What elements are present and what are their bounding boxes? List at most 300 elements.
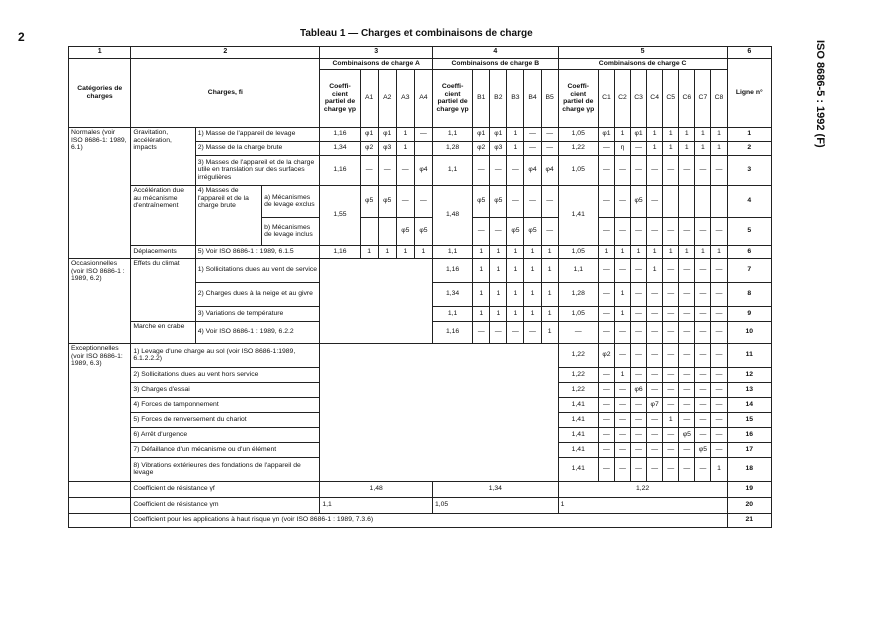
charge-description: 5) Voir ISO 8686-1 : 1989, 6.1.5 [195,245,320,258]
table-row [69,245,772,258]
cell: 1 [663,127,679,141]
cell: — [631,397,647,412]
subgroup-gravitation: Gravitation, accélération, impacts [131,127,195,185]
line-number: 20 [727,497,771,513]
cell: φ5 [695,442,711,457]
table-row [69,481,772,497]
line-number: 15 [727,412,771,427]
cell: — [614,258,630,282]
header-combination-a: Combinaisons de charge A [320,59,433,70]
cell: 1 [360,245,378,258]
cell: φ2 [473,141,490,155]
cell: — [695,321,711,343]
cell: — [663,397,679,412]
table-row [69,127,772,141]
cell: — [711,397,727,412]
cell [414,141,432,155]
cell: φ7 [647,397,663,412]
cell: 1 [614,127,630,141]
gamma-b: 1,1 [432,306,472,321]
cell [378,217,396,245]
header-c: C6 [679,69,695,127]
line-number: 11 [727,343,771,367]
cell: — [541,141,558,155]
cell: φ5 [396,217,414,245]
cell: — [695,343,711,367]
gamma-c: 1,22 [558,367,598,382]
cell: — [663,427,679,442]
standard-reference: ISO 8686-5 : 1992 (F) [814,40,826,148]
cell: — [711,306,727,321]
cell: φ1 [631,127,647,141]
cell: — [647,155,663,185]
cell: — [524,141,541,155]
cell: 1 [396,127,414,141]
cell: — [663,258,679,282]
cell: — [631,412,647,427]
cell: 1 [507,306,524,321]
cell: φ4 [541,155,558,185]
cell: — [663,382,679,397]
cell: 1 [695,245,711,258]
cell: 1 [541,282,558,306]
line-number: 7 [727,258,771,282]
header-c: C2 [614,69,630,127]
cell: 1 [524,258,541,282]
header-a: A1 [360,69,378,127]
header-b: B5 [541,69,558,127]
gamma-b: 1,16 [432,258,472,282]
header-b: B3 [507,69,524,127]
cell: — [598,306,614,321]
gamma-c: 1,05 [558,245,598,258]
cell: — [695,397,711,412]
cell: — [695,412,711,427]
cell: — [614,442,630,457]
gamma-m-b: 1,05 [432,497,558,513]
line-number: 17 [727,442,771,457]
blank-cell [69,481,131,497]
cell: 1 [396,141,414,155]
page-number: 2 [18,30,25,44]
cell: — [711,442,727,457]
cell: 1 [507,258,524,282]
cell: 1 [490,282,507,306]
cell: 1 [711,141,727,155]
cell: 1 [490,245,507,258]
subgroup-climat: Effets du climat [131,258,195,321]
header-charges: Charges, fi [131,59,320,128]
charge-description: 5) Forces de renversement du chariot [131,412,320,427]
cell: — [598,141,614,155]
cell: — [490,217,507,245]
cell: φ1 [490,127,507,141]
cell: — [598,258,614,282]
gamma-b: 1,48 [432,185,472,245]
cell: — [711,282,727,306]
cell: 1 [541,258,558,282]
cell: 1 [663,141,679,155]
cell: — [647,343,663,367]
cell: 1 [524,306,541,321]
cell: φ3 [378,141,396,155]
gamma-b: 1,28 [432,141,472,155]
cell: — [711,412,727,427]
cell: 1 [473,306,490,321]
cell: 1 [414,245,432,258]
header-c: C5 [663,69,679,127]
cell: — [541,217,558,245]
gamma-c: 1,1 [558,258,598,282]
table-row [69,343,772,367]
charge-description: 2) Sollicitations dues au vent hors service [131,367,320,382]
cell [695,185,711,217]
cell: φ2 [598,343,614,367]
cell: — [695,457,711,481]
line-number: 18 [727,457,771,481]
cell: — [598,397,614,412]
gamma-c: 1,41 [558,185,598,245]
cell: — [663,155,679,185]
cell: 1 [473,245,490,258]
cell: — [679,343,695,367]
col-number: 4 [432,47,558,59]
gamma-a: 1,34 [320,141,360,155]
cell: — [679,397,695,412]
cell: 1 [507,141,524,155]
cell: — [524,321,541,343]
cell: — [647,412,663,427]
gamma-a: 1,55 [320,185,360,245]
cell: — [647,282,663,306]
line-number: 21 [727,513,771,527]
gamma-c: 1,28 [558,282,598,306]
cell [663,185,679,217]
cell: 1 [679,127,695,141]
cell: — [695,258,711,282]
cell: φ4 [524,155,541,185]
cell: — [695,282,711,306]
cell: — [679,306,695,321]
cell: — [695,367,711,382]
cell: — [598,457,614,481]
cell: 1 [647,258,663,282]
cell: — [631,343,647,367]
gamma-f-a: 1,48 [320,481,433,497]
charge-description: 1) Sollicitations dues au vent de service [195,258,320,282]
cell: — [598,155,614,185]
cell: 1 [473,282,490,306]
gamma-f-c: 1,22 [558,481,727,497]
cell: φ5 [414,217,432,245]
gamma-c: 1,22 [558,382,598,397]
cell: 1 [647,245,663,258]
header-b: B2 [490,69,507,127]
cell: 1 [711,245,727,258]
table-row [69,497,772,513]
cell: — [614,382,630,397]
cell: — [631,457,647,481]
cell: 1 [473,258,490,282]
cell: φ1 [598,127,614,141]
cell: — [711,217,727,245]
cell: — [490,321,507,343]
cell: — [663,442,679,457]
charge-description: 4) Forces de tamponnement [131,397,320,412]
cell: 1 [614,367,630,382]
load-combinations-table [68,46,772,528]
charge-description: 1) Masse de l'appareil de levage [195,127,320,141]
cell: — [414,127,432,141]
cell: φ5 [631,185,647,217]
cell: 1 [614,245,630,258]
cell: 1 [711,127,727,141]
cell: φ5 [679,427,695,442]
cell [679,185,695,217]
cell: — [679,258,695,282]
cell: — [614,217,630,245]
header-a: A4 [414,69,432,127]
cell: φ5 [490,185,507,217]
cell: — [598,442,614,457]
table-row [69,513,772,527]
charge-description: 4) Masses de l'appareil et de la charge brute [195,185,261,245]
header-c: C3 [631,69,647,127]
cell: — [679,217,695,245]
cell: — [507,155,524,185]
cell: — [598,217,614,245]
line-number: 8 [727,282,771,306]
header-c: C7 [695,69,711,127]
line-number: 14 [727,397,771,412]
cell: 1 [507,282,524,306]
cell: — [695,382,711,397]
gamma-b: 1,1 [432,127,472,141]
header-coeff-a: Coeffi-cient partiel de charge γp [320,69,360,127]
cell: 1 [490,258,507,282]
cell: — [507,321,524,343]
cell: — [507,185,524,217]
cell: — [679,321,695,343]
gamma-c: 1,41 [558,427,598,442]
cell: φ1 [360,127,378,141]
cell: — [414,185,432,217]
gamma-c: 1,41 [558,412,598,427]
gamma-c: 1,41 [558,457,598,481]
cell: — [631,217,647,245]
cell: — [598,282,614,306]
line-number: 4 [727,185,771,217]
gamma-b: 1,1 [432,245,472,258]
header-c: C4 [647,69,663,127]
cell: φ4 [414,155,432,185]
cell: — [679,367,695,382]
cell: — [711,343,727,367]
cell: 1 [647,141,663,155]
header-c: C1 [598,69,614,127]
cell: — [695,306,711,321]
charge-description: 3) Charges d'essai [131,382,320,397]
cell: — [663,343,679,367]
cell: — [663,217,679,245]
cell: — [614,343,630,367]
cell: — [663,367,679,382]
charge-description: 3) Masses de l'appareil et de la charge utile en translation sur des surfaces irrégulières [195,155,320,185]
cell: — [695,217,711,245]
cell: η [614,141,630,155]
cell: — [647,442,663,457]
col-number: 2 [131,47,320,59]
gamma-b: 1,1 [432,155,472,185]
cell: 1 [695,141,711,155]
cell: — [598,382,614,397]
cell: 1 [507,127,524,141]
charge-subdescription: b) Mécanismes de levage inclus [262,217,320,245]
gamma-b: 1,16 [432,321,472,343]
cell: — [598,185,614,217]
cell: — [473,155,490,185]
gamma-a: 1,16 [320,155,360,185]
gamma-a: 1,16 [320,245,360,258]
charge-description: 8) Vibrations extérieures des fondations de l'appareil de levage [131,457,320,481]
cell: — [647,217,663,245]
charge-subdescription: a) Mécanismes de levage exclus [262,185,320,217]
line-number: 3 [727,155,771,185]
cell: 1 [711,457,727,481]
line-number: 13 [727,382,771,397]
cell: 1 [695,127,711,141]
cell: 1 [679,141,695,155]
cell: — [647,185,663,217]
cell: — [679,412,695,427]
cell: — [598,412,614,427]
cell: φ5 [473,185,490,217]
cell: — [614,457,630,481]
cell: — [647,306,663,321]
cell: — [695,155,711,185]
cell: — [663,457,679,481]
cell: — [541,185,558,217]
combination-header-row [69,59,772,70]
line-number: 12 [727,367,771,382]
cell: 1 [663,245,679,258]
charge-description: 2) Charges dues à la neige et au givre [195,282,320,306]
header-combination-c: Combinaisons de charge C [558,59,727,70]
cell: 1 [396,245,414,258]
line-number: 10 [727,321,771,343]
cell: — [711,367,727,382]
empty-block-ab [320,343,558,481]
subgroup-acceleration: Accélération due au mécanisme d'entraînement [131,185,195,245]
cell: — [647,321,663,343]
col-number: 6 [727,47,771,59]
cell: — [614,321,630,343]
cell: 1 [679,245,695,258]
category-occasionnelles: Occasionnelles (voir ISO 8686-1 : 1989, 6.2) [69,258,131,343]
charge-description: 4) Voir ISO 8686-1 : 1989, 6.2.2 [195,321,320,343]
cell: — [360,155,378,185]
cell: 1 [647,127,663,141]
header-categories: Catégories de charges [69,59,131,128]
cell: — [631,367,647,382]
cell: — [490,155,507,185]
table-title: Tableau 1 — Charges et combinaisons de charge [300,28,533,39]
cell: — [614,185,630,217]
cell: — [711,258,727,282]
cell: 1 [507,245,524,258]
header-b: B1 [473,69,490,127]
cell: — [631,321,647,343]
cell: — [396,185,414,217]
gamma-c: 1,05 [558,127,598,141]
line-number: 2 [727,141,771,155]
line-number: 16 [727,427,771,442]
cell: — [679,155,695,185]
cell: — [541,127,558,141]
header-ligne: Ligne n° [727,59,771,128]
cell: — [679,382,695,397]
empty-block-a [320,258,433,343]
cell: φ5 [524,217,541,245]
subgroup-deplacements: Déplacements [131,245,195,258]
blank-cell [69,513,131,527]
col-number: 5 [558,47,727,59]
line-number: 1 [727,127,771,141]
cell: 1 [378,245,396,258]
cell: 1 [631,245,647,258]
col-number: 1 [69,47,131,59]
gamma-c: 1,22 [558,343,598,367]
line-number: 19 [727,481,771,497]
gamma-c: 1,41 [558,397,598,412]
column-number-row [69,47,772,59]
cell: — [631,155,647,185]
resistance-coefficient-m: Coefficient de résistance γm [131,497,320,513]
cell [711,185,727,217]
cell: — [679,442,695,457]
cell: — [679,457,695,481]
cell: — [711,427,727,442]
charge-description: 6) Arrêt d'urgence [131,427,320,442]
cell: — [663,306,679,321]
gamma-a: 1,16 [320,127,360,141]
cell: 1 [541,306,558,321]
cell [360,217,378,245]
cell: — [647,367,663,382]
cell: φ5 [378,185,396,217]
charge-description: 3) Variations de température [195,306,320,321]
cell: 1 [614,282,630,306]
header-b: B4 [524,69,541,127]
gamma-f-b: 1,34 [432,481,558,497]
cell: — [598,427,614,442]
high-risk-coefficient: Coefficient pour les applications à haut risque γn (voir ISO 8686-1 : 1989, 7.3.6) [131,513,727,527]
cell: — [614,427,630,442]
cell: φ5 [360,185,378,217]
cell: — [711,155,727,185]
cell: — [473,321,490,343]
gamma-c: 1,05 [558,155,598,185]
cell: φ5 [507,217,524,245]
cell: — [647,382,663,397]
gamma-c: 1,05 [558,306,598,321]
col-number: 3 [320,47,433,59]
cell: 1 [541,245,558,258]
header-combination-b: Combinaisons de charge B [432,59,558,70]
cell: φ2 [360,141,378,155]
cell: 1 [663,412,679,427]
cell: — [614,412,630,427]
